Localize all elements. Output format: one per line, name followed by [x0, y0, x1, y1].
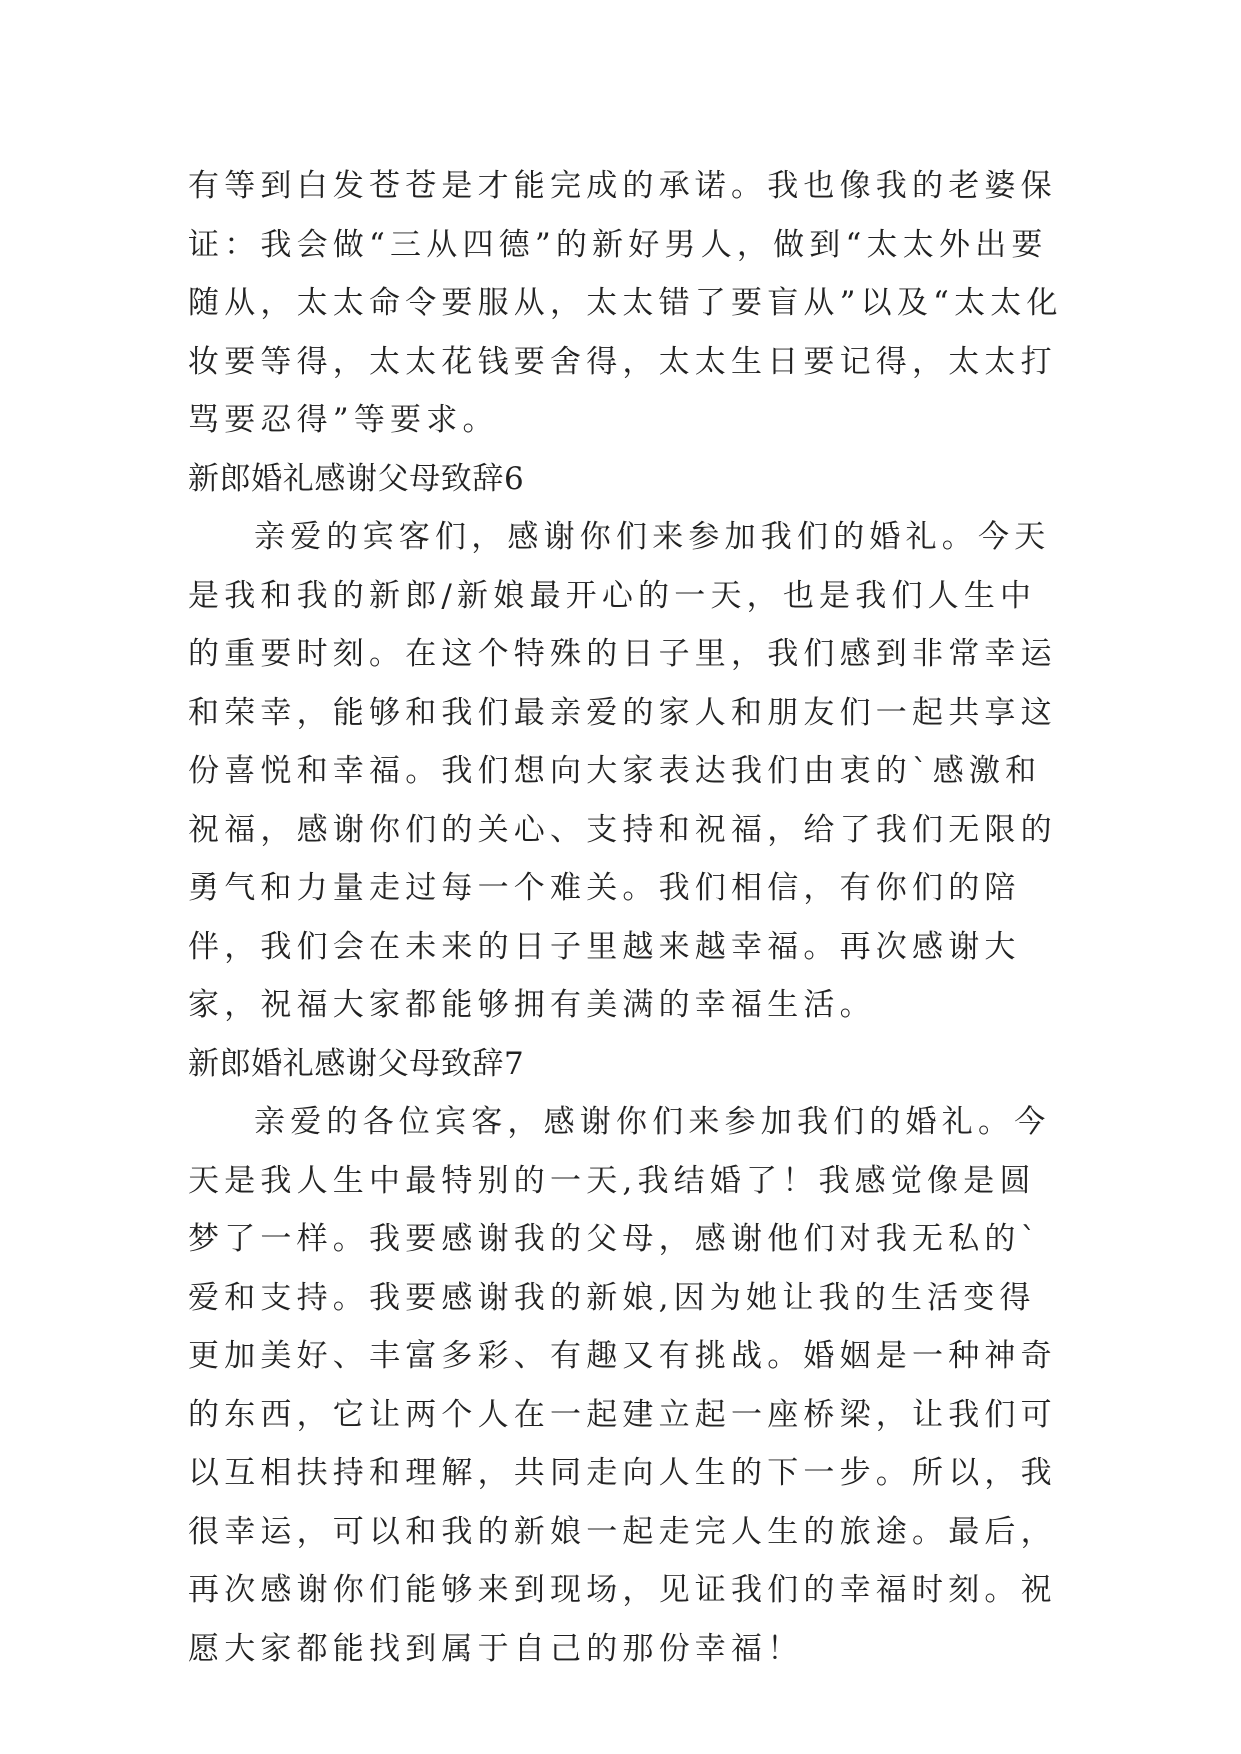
section-heading-6: 新郎婚礼感谢父母致辞6	[188, 460, 525, 497]
body-paragraph-section-6: 亲爱的宾客们，感谢你们来参加我们的婚礼。今天是我和我的新郎/新娘最开心的一天，也是我们人生中的重要时刻。在这个特殊的日子里，我们感到非常幸运和荣幸，能够和我们最亲爱的家人和朋友们一起共享这份喜悦和幸福。我们想向大家表达我们由衷的`感激和祝福，感谢你们的关心、支持和祝福，给了我们无限的勇气和力量走过每一个难关。我们相信，有你们的陪伴，我们会在未来的日子里越来越幸福。再次感谢大家，祝福大家都能够拥有美满的幸福生活。	[188, 519, 1057, 1023]
body-paragraph-continued: 有等到白发苍苍是才能完成的承诺。我也像我的老婆保证：我会做“三从四德”的新好男人，做到“太太外出要随从，太太命令要服从，太太错了要盲从”以及“太太化妆要等得，太太花钱要舍得，太太生日要记得，太太打骂要忍得”等要求。	[188, 168, 1063, 438]
section-heading-7: 新郎婚礼感谢父母致辞7	[188, 1045, 525, 1082]
body-paragraph-section-7: 亲爱的各位宾客，感谢你们来参加我们的婚礼。今天是我人生中最特别的一天,我结婚了！我感觉像是圆梦了一样。我要感谢我的父母，感谢他们对我无私的`爱和支持。我要感谢我的新娘,因为她让我的生活变得更加美好、丰富多彩、有趣又有挑战。婚姻是一种神奇的东西，它让两个人在一起建立起一座桥梁，让我们可以互相扶持和理解，共同走向人生的下一步。所以，我很幸运，可以和我的新娘一起走完人生的旅途。最后，再次感谢你们能够来到现场，见证我们的幸福时刻。祝愿大家都能找到属于自己的那份幸福！	[188, 1104, 1057, 1667]
document-body	[188, 157, 1068, 1678]
